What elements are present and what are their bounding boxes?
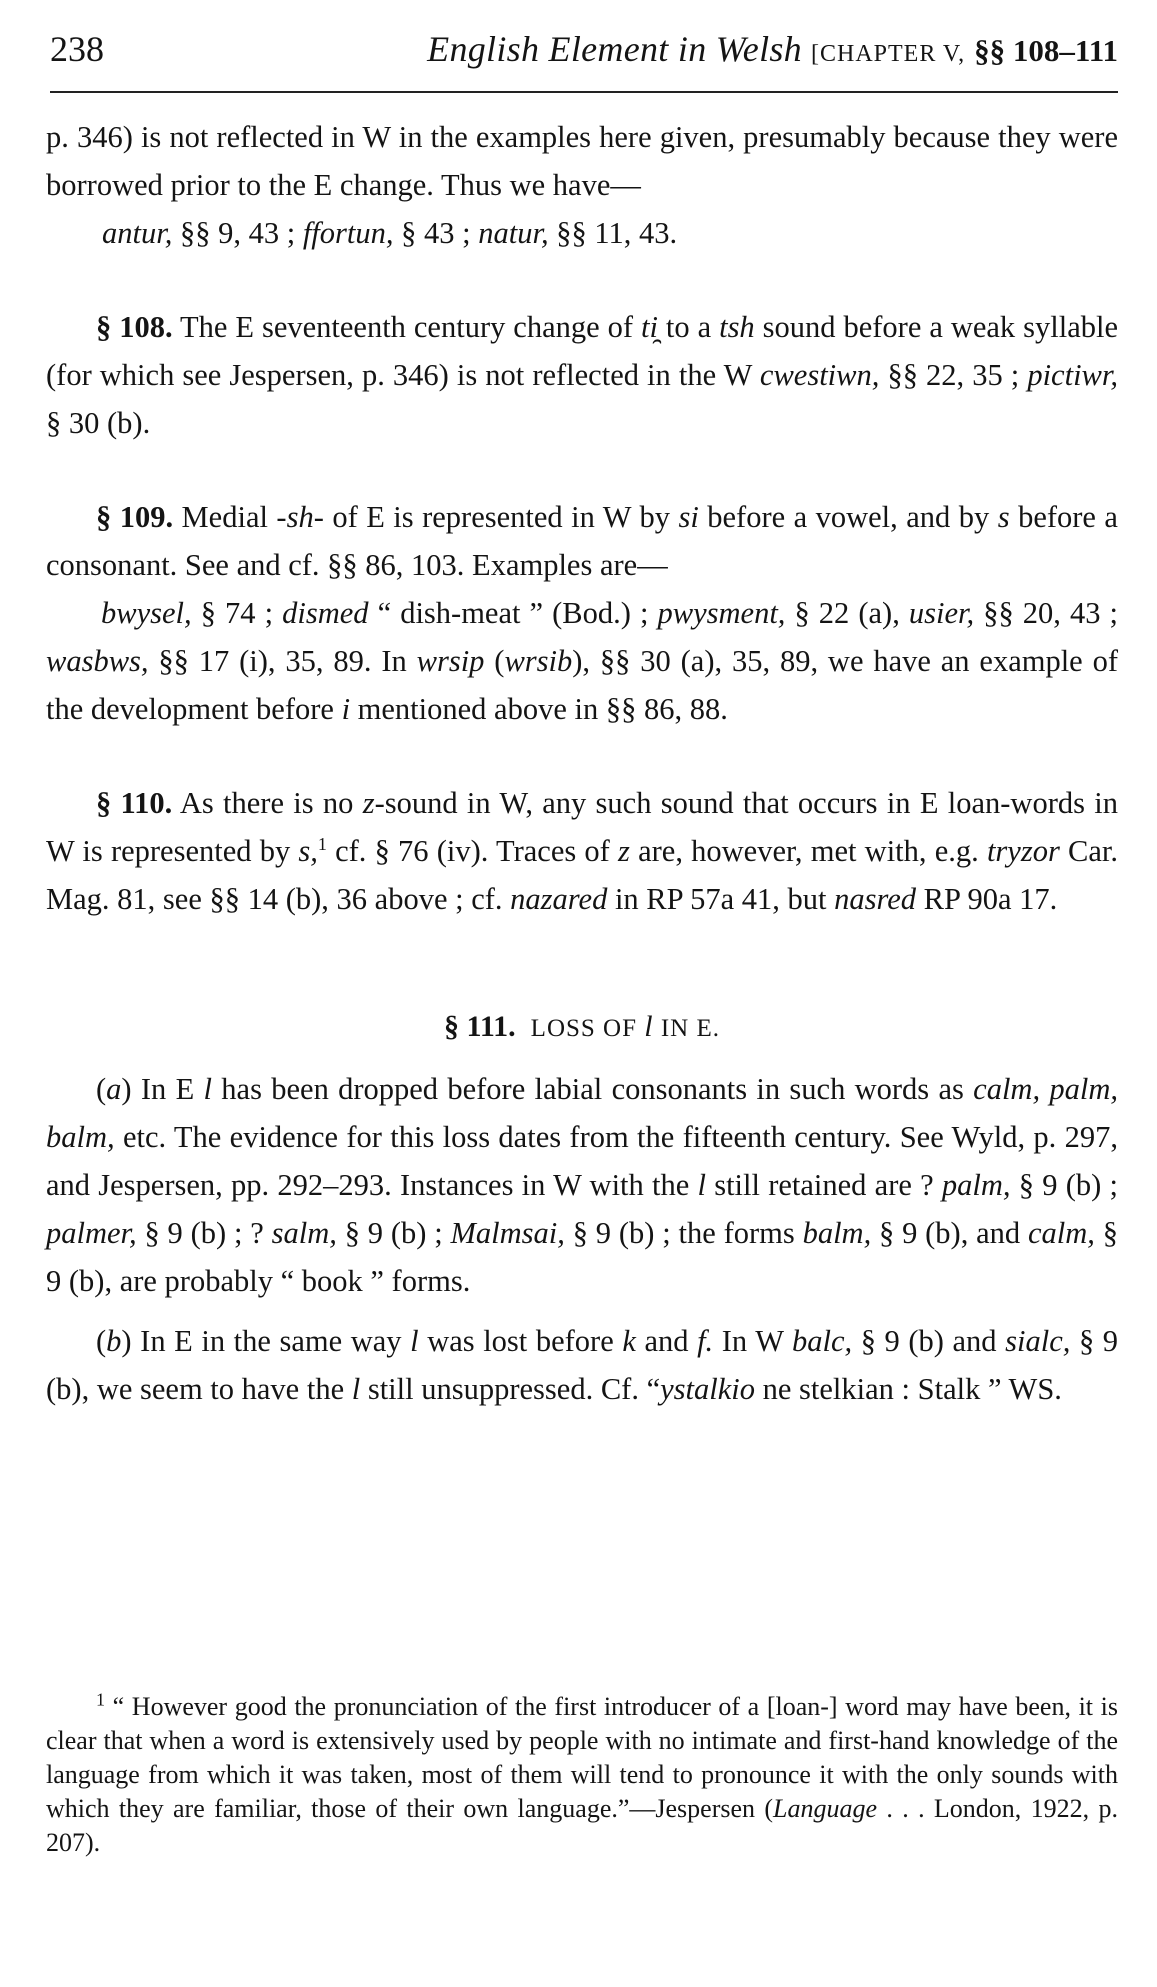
intro-examples — [46, 209, 1118, 257]
welsh-word: pictiwr, — [1027, 358, 1118, 392]
section-title — [530, 1010, 721, 1043]
example-ref: § 43 ; — [393, 216, 479, 250]
text-run: § 9 (b), and — [871, 1216, 1028, 1250]
text-run: before a consonant. See and cf. §§ 86, 103. Examples are— — [46, 500, 1118, 582]
text-run: still retained are ? — [705, 1168, 942, 1202]
text-run: -sound in W, any such sound that occurs in E loan-words in W is represented by — [46, 786, 1118, 868]
footnote-area — [46, 1690, 1118, 1860]
text-run: sound before a weak syllable (for which see Jespersen, p. 346) is not reflected in the W — [46, 310, 1118, 392]
italic-run: l — [410, 1324, 419, 1358]
italic-run: -sh- — [276, 500, 324, 534]
text-run: has been dropped before labial consonants in such words as — [212, 1072, 974, 1106]
example-word: natur, — [478, 216, 549, 250]
chapter-label: [CHAPTER V, — [811, 41, 966, 67]
phonetic-ti: ti̯ — [641, 310, 658, 344]
text-run: cf. § 76 (iv). Traces of — [326, 834, 619, 868]
text-run: In E — [131, 1072, 204, 1106]
text-run: ), — [572, 644, 591, 678]
text-run: § 74 ; — [191, 596, 283, 630]
text-run: § 9 (b) ; — [336, 1216, 451, 1250]
running-header — [50, 26, 1118, 76]
welsh-word: wasbws, — [46, 644, 149, 678]
footnote-marker: 1 — [96, 1689, 105, 1710]
italic-run: l — [697, 1168, 706, 1202]
welsh-word: cwestiwn, — [759, 358, 880, 392]
welsh-word: nazared — [510, 882, 608, 916]
text-run: As there is no — [172, 786, 363, 820]
welsh-word: balm, — [802, 1216, 872, 1250]
page-number: 238 — [50, 29, 104, 69]
welsh-word: salm, — [271, 1216, 337, 1250]
text-run: still unsuppressed. Cf. “ — [360, 1372, 661, 1406]
text-run: In W — [713, 1324, 793, 1358]
section-111-a: (a) In E l has been dropped before labial consonants in such words as calm, palm, balm, etc. The evidence for this loss dates from the fifteenth century. See Wyld, p. 297, and Jespersen, pp. 292–293. Instances in W with the l still retained are ? palm, § 9 (b) ; palmer, § 9 (b) ; ? salm, § 9 (b) ; Malmsai, § 9 (b) ; the forms balm, § 9 (b), and calm, § 9 (b), are probably “ book ” forms. — [46, 1072, 1119, 1298]
italic-run: s — [997, 500, 1010, 534]
text-run: § 9 (b) ; — [1010, 1168, 1118, 1202]
running-title-text: English Element in Welsh — [427, 29, 802, 69]
text-run: ( — [484, 644, 505, 678]
section-111-heading — [46, 1003, 1118, 1053]
text-run: § 22 (a), — [785, 596, 909, 630]
section-111-b: (b) In E in the same way l was lost before k and f. In W balc, § 9 (b) and sialc, § 9 (b), we seem to have the l still unsuppressed. Cf. “ystalkio ne stelkian : Stalk ” WS. — [46, 1324, 1119, 1406]
welsh-word: nasred — [834, 882, 917, 916]
text-run: RP 90a 17. — [916, 882, 1058, 916]
section-number: § 108. — [96, 310, 173, 344]
italic-run: z — [362, 786, 375, 820]
section-108 — [46, 303, 1118, 447]
text-run: . . . London, 1922, p. 207). — [46, 1794, 1118, 1857]
welsh-word: pwysment, — [657, 596, 786, 630]
text-run: mentioned above in §§ 86, 88. — [350, 692, 728, 726]
welsh-word: balc, — [792, 1324, 853, 1358]
welsh-word: wrsip — [416, 644, 485, 678]
section-109-examples — [46, 589, 1118, 733]
italic-run: si — [678, 500, 699, 534]
text-run: and — [635, 1324, 698, 1358]
italic-run: l — [351, 1372, 361, 1406]
welsh-word: sialc, — [1005, 1324, 1071, 1358]
text-run: In E in the same way — [131, 1324, 411, 1358]
text-run: The E seventeenth century change of — [172, 310, 641, 344]
footnote-1 — [46, 1690, 1118, 1860]
intro-paragraph — [46, 113, 1118, 209]
example-ref: §§ 11, 43. — [548, 216, 678, 250]
welsh-word: palm, — [941, 1168, 1011, 1202]
section-number: § 111. — [443, 1010, 516, 1043]
running-title — [427, 26, 1118, 77]
italic-run: k — [622, 1324, 636, 1358]
text-run: § 9 (b), we seem to have the — [46, 1324, 1119, 1406]
italic-run: i — [341, 692, 351, 726]
text-run: § 9 (b) and — [852, 1324, 1006, 1358]
italic-run: l — [644, 1010, 654, 1043]
text-run: §§ 30 (a), 35, 89, we have an example of the development before — [46, 644, 1118, 726]
text-run: “ However good the pronunciation of the first introducer of a [loan-] word may have been, it is clear that when a word is extensively used by people with no intimate and first-hand knowledge of the language from which it was taken, most of them will tend to pronounce it with the only sounds with which they are familiar, those of their own language.”—Jespersen ( — [46, 1692, 1118, 1823]
welsh-word: wrsib — [504, 644, 573, 678]
welsh-word: calm, — [1028, 1216, 1095, 1250]
welsh-word: tryzor — [986, 834, 1060, 868]
text-run: “ dish-meat ” (Bod.) ; — [368, 596, 658, 630]
intro-text: p. 346) is not reflected in W in the examples here given, presumably because they were borrowed prior to the E change. Thus we have— — [46, 120, 1118, 202]
italic-run: z — [618, 834, 630, 868]
italic-run: l — [203, 1072, 212, 1106]
text-run: ne stelkian : Stalk ” WS. — [755, 1372, 1062, 1406]
text-run: § 9 (b) ; the forms — [564, 1216, 803, 1250]
example-word: antur, — [102, 216, 173, 250]
section-number: § 109. — [96, 500, 174, 534]
text-run: in RP 57a 41, but — [607, 882, 835, 916]
welsh-word: dismed — [282, 596, 369, 630]
welsh-word: Malmsai, — [450, 1216, 565, 1250]
welsh-word: ystalkio — [660, 1372, 755, 1406]
phonetic-tsh: tsh — [719, 310, 755, 344]
text-run: §§ 20, 43 ; — [974, 596, 1118, 630]
text-run: to a — [657, 310, 720, 344]
welsh-word: bwysel, — [101, 596, 192, 630]
english-word: calm, palm, balm, — [46, 1072, 1119, 1154]
text-run: §§ 22, 35 ; — [879, 358, 1028, 392]
welsh-word: usier, — [908, 596, 975, 630]
section-109 — [46, 493, 1118, 589]
text-run: § 30 (b). — [46, 406, 151, 440]
text-run: § 9 (b), are probably “ book ” forms. — [46, 1216, 1118, 1298]
section-range: §§ 108–111 — [974, 33, 1118, 68]
main-text — [46, 113, 1118, 1413]
italic-run: f. — [697, 1324, 714, 1358]
text-run: Medial — [173, 500, 277, 534]
welsh-word: palmer, — [46, 1216, 137, 1250]
text-run: § 9 (b) ; ? — [136, 1216, 272, 1250]
text-run: §§ 17 (i), 35, 89. In — [148, 644, 417, 678]
example-ref: §§ 9, 43 ; — [172, 216, 303, 250]
header-rule — [50, 91, 1118, 93]
text-run: of E is represented in W by — [323, 500, 679, 534]
text-run: are, however, met with, e.g. — [629, 834, 987, 868]
text-run: etc. The evidence for this loss dates from the fifteenth century. See Wyld, p. 297, and Jespersen, pp. 292–293. Instances in W with the — [46, 1120, 1118, 1202]
text-run: was lost before — [418, 1324, 623, 1358]
footnote-marker: 1 — [317, 833, 327, 854]
cited-work: Language — [773, 1794, 878, 1823]
text-run: before a vowel, and by — [698, 500, 998, 534]
italic-run: s, — [298, 834, 318, 868]
text-run: IN E. — [653, 1015, 721, 1042]
section-110 — [46, 779, 1118, 923]
example-word: ffortun, — [302, 216, 394, 250]
section-number: § 110. — [96, 786, 173, 820]
text-run: LOSS OF — [530, 1015, 645, 1042]
text-run: Car. Mag. 81, see §§ 14 (b), 36 above ; cf. — [46, 834, 1118, 916]
